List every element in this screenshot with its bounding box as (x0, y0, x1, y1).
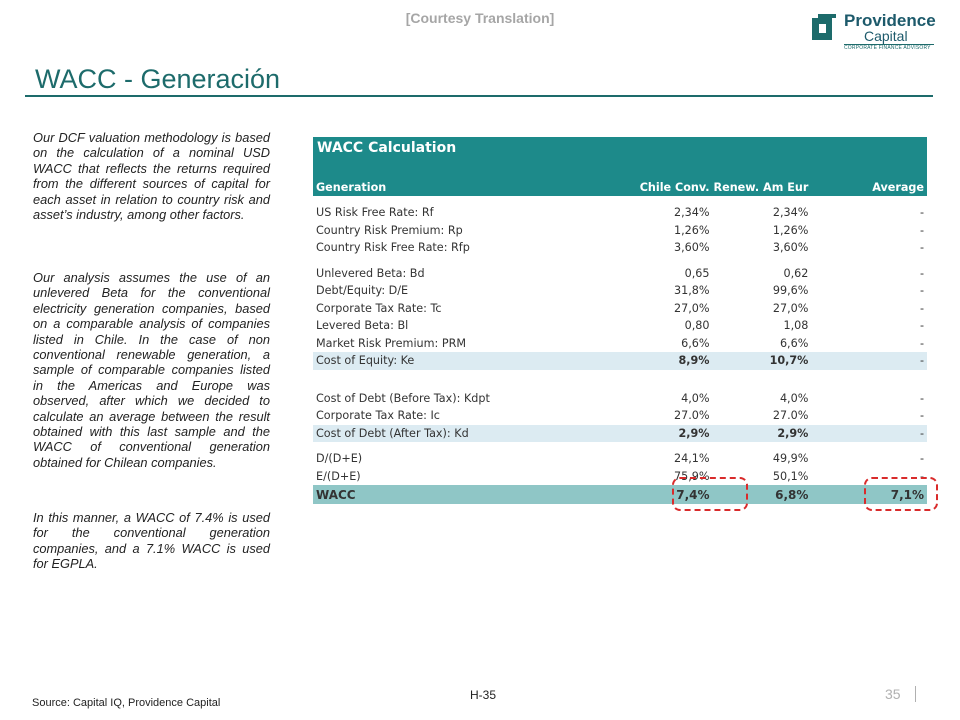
cell-chile: 75,9% (673, 469, 710, 483)
table-row (313, 222, 927, 240)
cell-renew: 4,0% (779, 391, 809, 405)
table-row (313, 335, 927, 353)
cell-renew: 6,8% (712, 485, 811, 504)
table-row-wacc (313, 485, 927, 504)
cell-average: - (919, 266, 924, 280)
row-label: Levered Beta: Bl (316, 319, 409, 333)
cell-chile: 2,9% (638, 425, 712, 443)
cell-average: - (919, 409, 924, 423)
table-title: WACC Calculation (313, 137, 927, 178)
cell-average: - (919, 284, 924, 298)
logo-mark-icon (812, 14, 836, 40)
table-row (313, 282, 927, 300)
cell-chile: 0,80 (684, 319, 710, 333)
row-label: Cost of Equity: Ke (313, 352, 638, 370)
row-label: Cost of Debt (After Tax): Kd (313, 425, 638, 443)
row-label: Cost of Debt (Before Tax): Kdpt (316, 391, 490, 405)
company-logo (812, 12, 937, 52)
cell-renew: 3,60% (772, 241, 809, 255)
table-row (313, 407, 927, 425)
row-label: Country Risk Premium: Rp (316, 223, 463, 237)
header-chile-conv: Chile Conv. (638, 178, 712, 196)
header-average: Average (810, 178, 927, 196)
slide-number: 35 (885, 686, 901, 702)
table-header-row (313, 178, 927, 196)
cell-renew: 1,08 (783, 319, 809, 333)
cell-chile: 24,1% (673, 452, 710, 466)
cell-renew: 99,6% (772, 284, 809, 298)
row-label: Debt/Equity: D/E (316, 284, 409, 298)
cell-renew: 1,26% (772, 223, 809, 237)
cell-average: - (810, 425, 927, 443)
table-row (313, 450, 927, 468)
header-generation: Generation (313, 178, 638, 196)
table-row (313, 239, 927, 257)
cell-renew: 0,62 (783, 266, 809, 280)
row-label: WACC (313, 485, 638, 504)
highlight-chile-wacc (672, 477, 748, 511)
paragraph-methodology: Our DCF valuation methodology is based on the calculation of a nominal USD WACC that reflects the returns required from the different sources of capital for each asset in relation to country risk and asset’s industry, among other factors. (33, 130, 270, 223)
cell-average: - (919, 391, 924, 405)
table-row (313, 300, 927, 318)
cell-renew: 10,7% (712, 352, 811, 370)
cell-renew: 27.0% (772, 409, 809, 423)
highlight-average-wacc (864, 477, 938, 511)
cell-chile: 27,0% (673, 301, 710, 315)
cell-renew: 2,34% (772, 206, 809, 220)
paragraph-analysis: Our analysis assumes the use of an unlevered Beta for the conventional electricity generation companies, based on a comparable analysis of companies listed in Chile. In the case of non conventional renewable generation, a sample of comparable companies listed in the Americas and Europe was observed, after which we decided to calculate an average between the result obtained with this last sample and the WACC of conventional generation obtained for Chilean companies. (33, 270, 270, 470)
row-label: Market Risk Premium: PRM (316, 336, 467, 350)
cell-average: - (919, 241, 924, 255)
cell-average: - (919, 319, 924, 333)
logo-tagline: CORPORATE FINANCE ADVISORY (844, 45, 931, 51)
table-row (313, 204, 927, 222)
slide-number-divider (915, 686, 916, 702)
cell-average: 7,1% (810, 485, 927, 504)
wacc-table (313, 137, 927, 504)
row-label: US Risk Free Rate: Rf (316, 206, 434, 220)
header-renew: Renew. Am Eur (712, 178, 811, 196)
table-row (313, 390, 927, 408)
cell-chile: 31,8% (673, 284, 710, 298)
cell-chile: 2,34% (673, 206, 710, 220)
table-row-cost-of-equity (313, 352, 927, 370)
cell-average: - (919, 206, 924, 220)
table-row (313, 468, 927, 486)
cell-average: - (919, 452, 924, 466)
cell-chile: 3,60% (673, 241, 710, 255)
table-row-cost-of-debt (313, 425, 927, 443)
cell-renew: 50,1% (772, 469, 809, 483)
cell-average: - (919, 301, 924, 315)
page-title: WACC - Generación (35, 64, 281, 94)
row-label: Corporate Tax Rate: Ic (316, 409, 440, 423)
cell-renew: 49,9% (772, 452, 809, 466)
cell-average: - (810, 352, 927, 370)
cell-chile: 4,0% (681, 391, 710, 405)
row-label: E/(D+E) (316, 469, 361, 483)
cell-chile: 7,4% (638, 485, 712, 504)
table-row (313, 317, 927, 335)
table-row (313, 265, 927, 283)
cell-chile: 27.0% (673, 409, 710, 423)
cell-chile: 8,9% (638, 352, 712, 370)
cell-chile: 0,65 (684, 266, 710, 280)
cell-average: - (919, 469, 924, 483)
row-label: Unlevered Beta: Bd (316, 266, 425, 280)
page-label: H-35 (470, 688, 497, 702)
paragraph-conclusion: In this manner, a WACC of 7.4% is used for the conventional generation companies, and a 7.1% WACC is used for EGPLA. (33, 510, 270, 572)
cell-renew: 2,9% (712, 425, 811, 443)
source-note: Source: Capital IQ, Providence Capital (32, 697, 221, 709)
logo-sub: Capital (864, 28, 908, 44)
row-label: D/(D+E) (316, 452, 363, 466)
row-label: Country Risk Free Rate: Rfp (316, 241, 470, 255)
title-divider (25, 95, 933, 97)
cell-renew: 27,0% (772, 301, 809, 315)
courtesy-label: [Courtesy Translation] (405, 10, 555, 26)
cell-average: - (919, 336, 924, 350)
cell-chile: 6,6% (681, 336, 710, 350)
row-label: Corporate Tax Rate: Tc (316, 301, 442, 315)
cell-average: - (919, 223, 924, 237)
logo-name: Providence (844, 11, 936, 30)
cell-renew: 6,6% (779, 336, 809, 350)
cell-chile: 1,26% (673, 223, 710, 237)
